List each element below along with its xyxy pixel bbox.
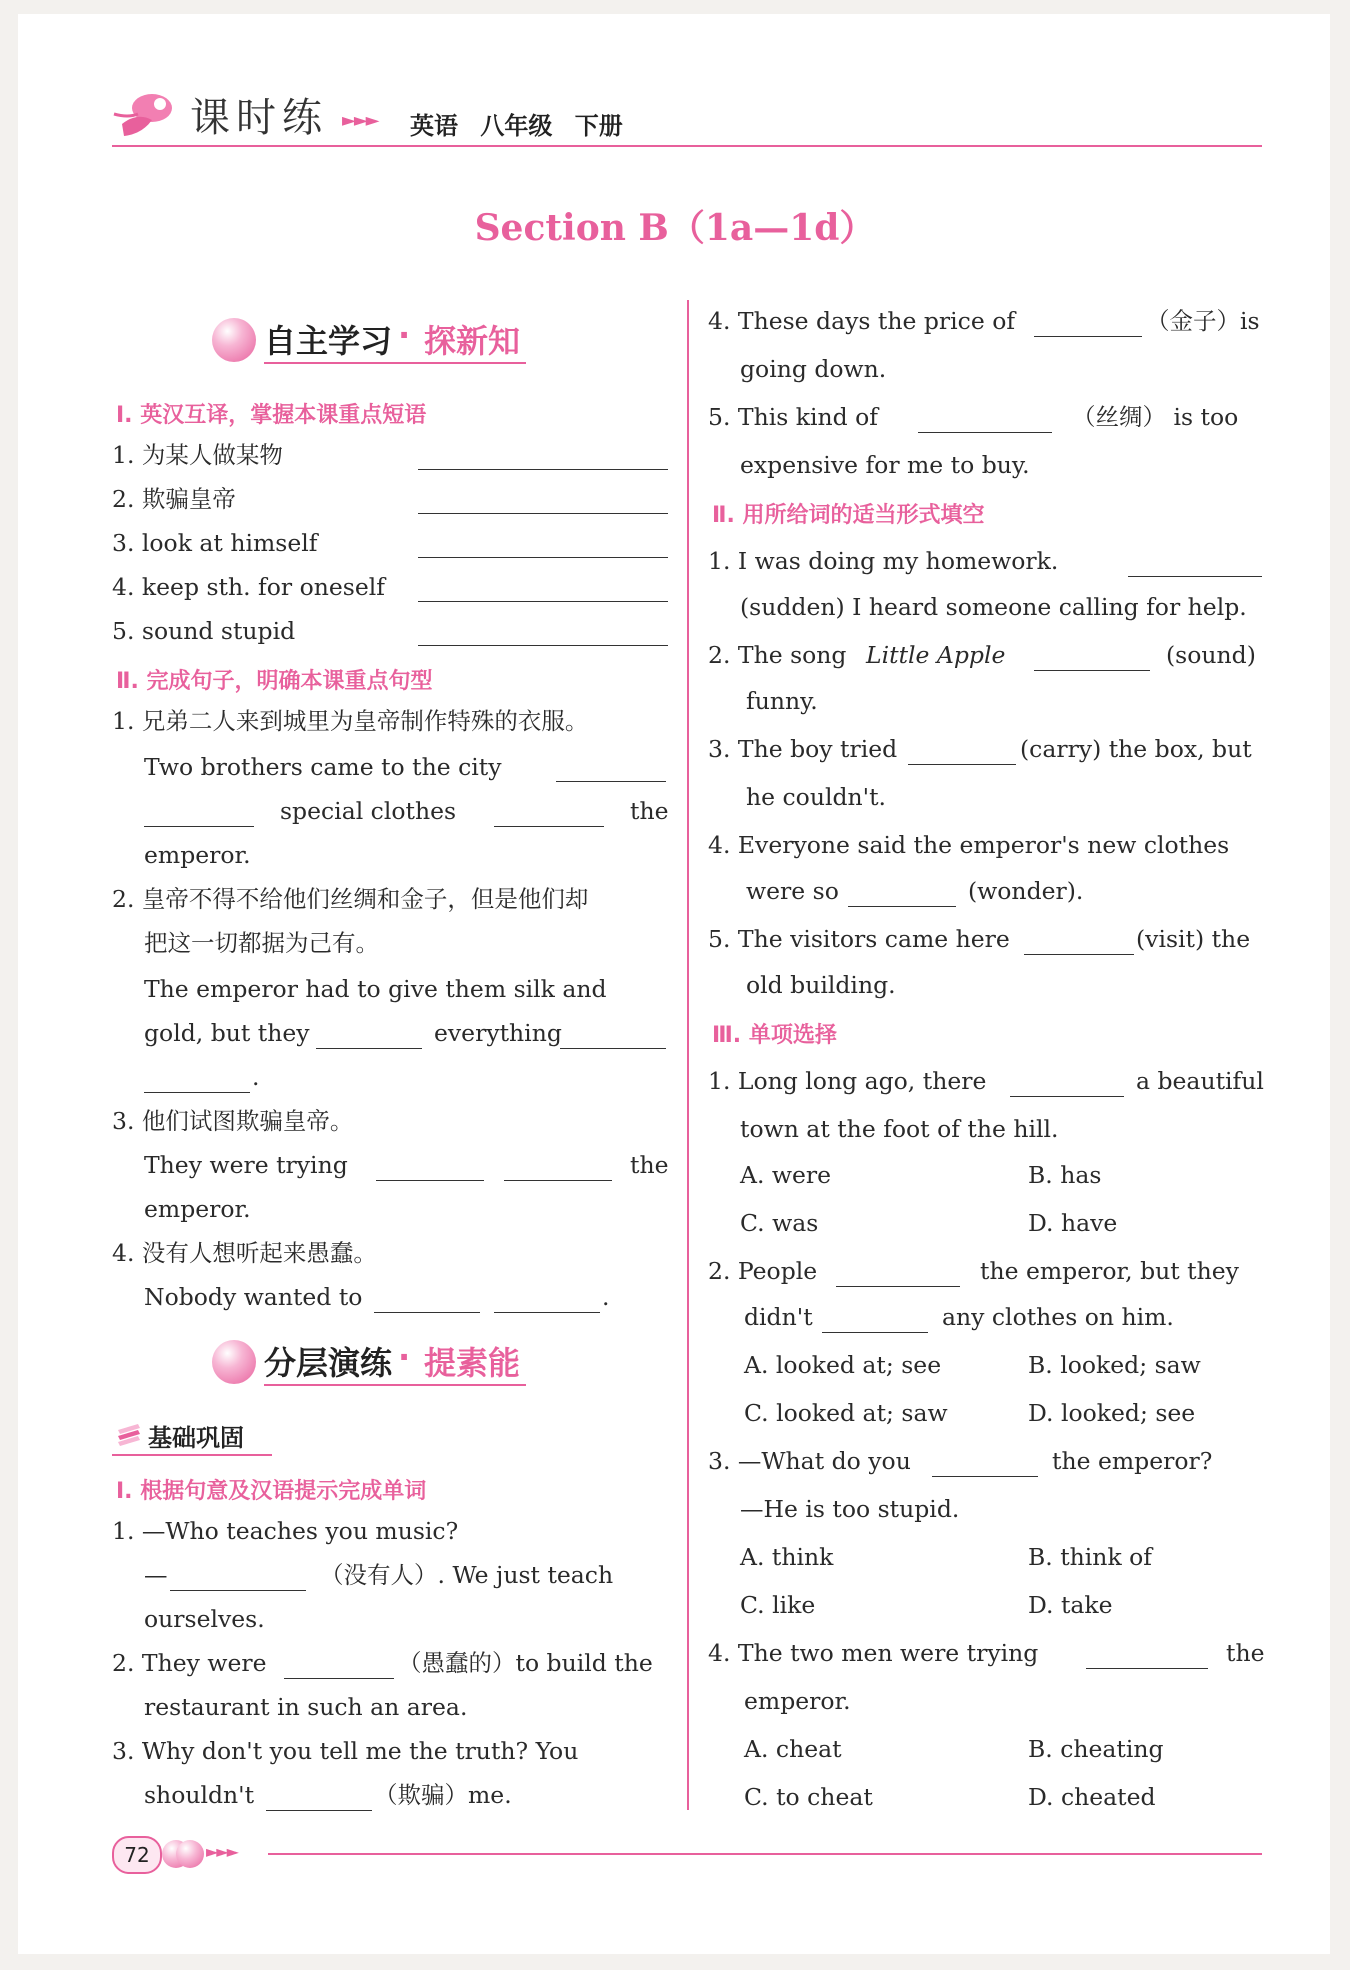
question-cn: 把这一切都据为己有。 bbox=[144, 929, 379, 957]
question-en: 1. Long long ago, there bbox=[708, 1067, 987, 1095]
question-en: shouldn't bbox=[144, 1781, 255, 1809]
question-en: town at the foot of the hill. bbox=[740, 1115, 1059, 1143]
page-number: 72 bbox=[112, 1836, 162, 1874]
answer-blank[interactable] bbox=[1034, 312, 1142, 337]
question-en: a beautiful bbox=[1136, 1067, 1264, 1095]
question-en: 4. The two men were trying bbox=[708, 1639, 1039, 1667]
option[interactable]: C. was bbox=[740, 1209, 819, 1237]
question-en: 4. These days the price of bbox=[708, 307, 1016, 335]
answer-blank[interactable] bbox=[170, 1566, 306, 1591]
answer-blank[interactable] bbox=[418, 445, 668, 470]
answer-blank[interactable] bbox=[504, 1156, 612, 1181]
answer-blank[interactable] bbox=[836, 1262, 960, 1287]
question-en: —He is too stupid. bbox=[740, 1495, 960, 1523]
section-heading: Ⅱ. 完成句子，明确本课重点句型 bbox=[116, 669, 433, 694]
section-heading: Ⅰ. 英汉互译，掌握本课重点短语 bbox=[116, 403, 427, 428]
question-en: the bbox=[630, 797, 669, 825]
question-en: 5. This kind of bbox=[708, 403, 878, 431]
answer-blank[interactable] bbox=[418, 621, 668, 646]
question-en: （没有人）. We just teach bbox=[320, 1561, 614, 1589]
answer-blank[interactable] bbox=[494, 802, 604, 827]
question-en: （愚蠢的）to build the bbox=[398, 1649, 653, 1677]
badge-accent-text: 探新知 bbox=[424, 322, 521, 360]
footer-ball-icon bbox=[176, 1840, 204, 1868]
question-en: (visit) the bbox=[1136, 925, 1251, 953]
dash: — bbox=[144, 1561, 168, 1589]
question-en: emperor. bbox=[144, 841, 251, 869]
book-subtitle: 英语 八年级 下册 bbox=[410, 112, 623, 140]
question-en: the emperor? bbox=[1052, 1447, 1213, 1475]
badge-accent-text: 提素能 bbox=[424, 1344, 521, 1382]
list-item: 4. keep sth. for oneself bbox=[112, 573, 385, 601]
books-icon bbox=[114, 1420, 144, 1450]
sub-heading: 基础巩固 bbox=[148, 1424, 244, 1452]
badge-practice bbox=[212, 1332, 572, 1392]
question-en: any clothes on him. bbox=[942, 1303, 1174, 1331]
answer-blank[interactable] bbox=[918, 408, 1052, 433]
option[interactable]: B. looked; saw bbox=[1028, 1351, 1201, 1379]
badge-dot: · bbox=[398, 316, 411, 354]
answer-blank[interactable] bbox=[266, 1786, 372, 1811]
question-en: Nobody wanted to bbox=[144, 1283, 363, 1311]
question-en: (carry) the box, but bbox=[1020, 735, 1252, 763]
answer-blank[interactable] bbox=[560, 1024, 666, 1049]
question-cn: 3. 他们试图欺骗皇帝。 bbox=[112, 1107, 354, 1135]
answer-blank[interactable] bbox=[932, 1452, 1038, 1477]
answer-blank[interactable] bbox=[848, 882, 956, 907]
footer-arrows: ►►► bbox=[206, 1842, 237, 1861]
question-en: 5. The visitors came here bbox=[708, 925, 1010, 953]
answer-blank[interactable] bbox=[284, 1654, 394, 1679]
question-en: expensive for me to buy. bbox=[740, 451, 1030, 479]
answer-blank[interactable] bbox=[376, 1156, 484, 1181]
answer-blank[interactable] bbox=[556, 757, 666, 782]
question-en: 3. Why don't you tell me the truth? You bbox=[112, 1737, 579, 1765]
option[interactable]: D. have bbox=[1028, 1209, 1118, 1237]
answer-blank[interactable] bbox=[418, 489, 668, 514]
option[interactable]: A. looked at; see bbox=[744, 1351, 942, 1379]
answer-blank[interactable] bbox=[316, 1024, 422, 1049]
section-heading: Ⅰ. 根据句意及汉语提示完成单词 bbox=[116, 1479, 427, 1504]
option[interactable]: B. think of bbox=[1028, 1543, 1152, 1571]
question-en: （丝绸） is too bbox=[1072, 403, 1239, 431]
question-en: They were trying bbox=[144, 1151, 348, 1179]
question-en: emperor. bbox=[144, 1195, 251, 1223]
answer-blank[interactable] bbox=[144, 1068, 250, 1093]
list-item: 2. 欺骗皇帝 bbox=[112, 485, 236, 513]
badge-main-text: 分层演练 bbox=[264, 1344, 393, 1382]
question-en: (wonder). bbox=[968, 877, 1084, 905]
answer-blank[interactable] bbox=[374, 1288, 480, 1313]
option[interactable]: C. like bbox=[740, 1591, 816, 1619]
option[interactable]: C. looked at; saw bbox=[744, 1399, 948, 1427]
question-cn: 1. 兄弟二人来到城里为皇帝制作特殊的衣服。 bbox=[112, 707, 589, 735]
question-en: were so bbox=[746, 877, 839, 905]
question-en: the emperor, but they bbox=[980, 1257, 1239, 1285]
footer-rule bbox=[268, 1853, 1262, 1855]
brand-title: 课时练 bbox=[190, 95, 328, 141]
question-en: 1. I was doing my homework. bbox=[708, 547, 1059, 575]
question-en: 1. —Who teaches you music? bbox=[112, 1517, 459, 1545]
question-en: 2. People bbox=[708, 1257, 818, 1285]
option[interactable]: D. looked; see bbox=[1028, 1399, 1196, 1427]
question-en: 4. Everyone said the emperor's new clothes bbox=[708, 831, 1230, 859]
section-heading: Ⅲ. 单项选择 bbox=[712, 1023, 837, 1048]
badge-main-text: 自主学习 bbox=[264, 322, 393, 360]
header-arrows: ►►► bbox=[342, 110, 378, 131]
option[interactable]: A. were bbox=[740, 1161, 832, 1189]
question-en: he couldn't. bbox=[746, 783, 887, 811]
option[interactable]: B. has bbox=[1028, 1161, 1102, 1189]
period: . bbox=[602, 1283, 610, 1311]
period: . bbox=[252, 1063, 260, 1091]
badge-underline bbox=[264, 1384, 526, 1386]
question-en: ourselves. bbox=[144, 1605, 265, 1633]
list-item: 5. sound stupid bbox=[112, 617, 296, 645]
header-rule bbox=[112, 145, 1262, 147]
answer-blank[interactable] bbox=[1128, 552, 1262, 577]
question-en: emperor. bbox=[744, 1687, 851, 1715]
question-en: old building. bbox=[746, 971, 896, 999]
section-heading: Ⅱ. 用所给词的适当形式填空 bbox=[712, 503, 985, 528]
column-divider bbox=[687, 300, 689, 1810]
list-item: 3. look at himself bbox=[112, 529, 318, 557]
song-title: Little Apple bbox=[866, 641, 1006, 669]
question-en: restaurant in such an area. bbox=[144, 1693, 468, 1721]
answer-blank[interactable] bbox=[908, 740, 1016, 765]
question-en: (sudden) I heard someone calling for help. bbox=[740, 593, 1247, 621]
answer-blank[interactable] bbox=[1086, 1644, 1208, 1669]
badge-underline bbox=[264, 362, 526, 364]
question-en: （金子）is bbox=[1146, 307, 1260, 335]
option[interactable]: C. to cheat bbox=[744, 1783, 873, 1811]
option[interactable]: D. take bbox=[1028, 1591, 1113, 1619]
question-en: gold, but they bbox=[144, 1019, 310, 1047]
question-en: Two brothers came to the city bbox=[144, 753, 502, 781]
question-en: didn't bbox=[744, 1303, 813, 1331]
badge-self-study bbox=[212, 310, 572, 370]
question-en: the bbox=[630, 1151, 669, 1179]
question-en: 2. The song bbox=[708, 641, 847, 669]
answer-blank[interactable] bbox=[418, 533, 668, 558]
question-en: The emperor had to give them silk and bbox=[144, 975, 607, 1003]
badge-ball-icon bbox=[212, 1340, 256, 1384]
question-en: （欺骗）me. bbox=[374, 1781, 512, 1809]
option[interactable]: B. cheating bbox=[1028, 1735, 1164, 1763]
answer-blank[interactable] bbox=[494, 1288, 600, 1313]
sub-heading-underline bbox=[112, 1454, 272, 1456]
question-en: 2. They were bbox=[112, 1649, 267, 1677]
list-item: 1. 为某人做某物 bbox=[112, 441, 283, 469]
answer-blank[interactable] bbox=[418, 577, 668, 602]
answer-blank[interactable] bbox=[1010, 1072, 1124, 1097]
question-en: 3. —What do you bbox=[708, 1447, 911, 1475]
badge-dot: · bbox=[398, 1338, 411, 1376]
option[interactable]: D. cheated bbox=[1028, 1783, 1156, 1811]
section-title: Section B（1a—1d） bbox=[474, 207, 876, 249]
badge-ball-icon bbox=[212, 318, 256, 362]
question-en: going down. bbox=[740, 355, 887, 383]
option[interactable]: A. cheat bbox=[744, 1735, 842, 1763]
question-en: funny. bbox=[746, 687, 818, 715]
question-en: 3. The boy tried bbox=[708, 735, 898, 763]
question-en: special clothes bbox=[280, 797, 457, 825]
option[interactable]: A. think bbox=[740, 1543, 834, 1571]
bird-logo-icon bbox=[112, 84, 182, 144]
question-en: everything bbox=[434, 1019, 562, 1047]
question-en: (sound) bbox=[1166, 641, 1256, 669]
answer-blank[interactable] bbox=[822, 1308, 928, 1333]
answer-blank[interactable] bbox=[1024, 930, 1134, 955]
question-cn: 4. 没有人想听起来愚蠢。 bbox=[112, 1239, 377, 1267]
answer-blank[interactable] bbox=[144, 802, 254, 827]
answer-blank[interactable] bbox=[1034, 646, 1150, 671]
question-cn: 2. 皇帝不得不给他们丝绸和金子，但是他们却 bbox=[112, 885, 589, 913]
question-en: the bbox=[1226, 1639, 1265, 1667]
